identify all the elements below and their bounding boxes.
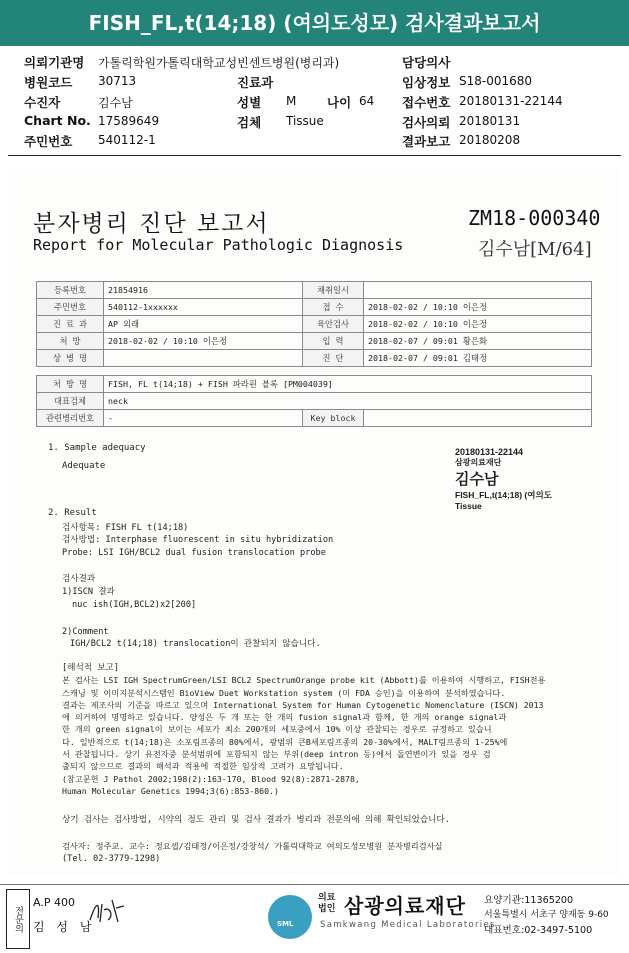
stamp-test: FISH_FL,t(14;18) (여의도: [455, 490, 552, 500]
interp-line: (참고문헌 J Pathol 2002;198(2):163-170, Blood 92(8):2871-2878,: [62, 773, 360, 784]
table-cell: AP 외래: [104, 316, 303, 333]
request-value: 20180131: [459, 114, 521, 128]
result-line: 검사항목: FISH FL t(14;18): [62, 523, 189, 533]
interp-line: 결과는 제조사의 기준을 따르고 있으며 International System for Human Cytogenetic Nomenclature (ISCN) 2013: [62, 699, 544, 710]
table-row: [37, 316, 592, 333]
table-row: [37, 299, 592, 316]
org-phone: 대표번호:02-3497-5100: [484, 925, 593, 936]
doc-patient: 김수남[M/64]: [478, 239, 592, 260]
table-cell: [364, 282, 592, 299]
doc-title-english: Report for Molecular Pathologic Diagnosis: [33, 236, 404, 254]
institution-code: 요양기관:11365200: [484, 895, 574, 906]
table-row: [37, 333, 592, 350]
table-key: 처 방 명: [37, 376, 104, 393]
clinical-info-label: 임상정보: [402, 75, 451, 90]
interp-line: 한 개의 green signal이 보이는 세포가 최소 200개의 세포중에서 10% 이상 관찰되는 경우로 규정하고 있습니: [62, 724, 492, 735]
sample-heading: 1. Sample adequacy: [48, 443, 146, 453]
dept-label: 진료과: [237, 75, 274, 90]
findings-heading: 검사결과: [62, 574, 96, 584]
table-cell: FISH, FL t(14;18) + FISH 파라핀 블록 [PM004039]: [104, 376, 592, 393]
footer-divider: [0, 884, 629, 885]
sample-value: Adequate: [62, 461, 106, 471]
result-details: [62, 522, 333, 559]
report-date-value: 20180208: [459, 133, 521, 147]
table-cell: [364, 410, 592, 427]
closing-statement: 상기 검사는 검사방법, 시약의 정도 관리 및 검사 결과가 병리과 전문의에 의해 확인되었습니다.: [62, 815, 450, 825]
table-cell: 2018-02-07 / 09:01 김태정: [364, 350, 592, 367]
collector-value: 김수남: [98, 96, 133, 110]
table-cell: 2018-02-07 / 09:01 황은화: [364, 333, 592, 350]
table-cell: 2018-02-02 / 10:10 이은정: [364, 299, 592, 316]
receipt-label: 접수번호: [402, 95, 451, 110]
interp-line: 본 검사는 LSI IGH SpectrumGreen/LSI BCL2 SpectrumOrange probe kit (Abbott)를 이용하여 시행하고, FISH전용: [62, 675, 546, 686]
signature-icon: [88, 896, 128, 926]
hospital-code-value: 30713: [98, 74, 137, 88]
sex-label: 성별: [237, 95, 262, 110]
specimen-label: 검체: [237, 115, 262, 130]
org-address: 서울특별시 서초구 양재동 9-60: [484, 910, 609, 920]
logo-text: SML: [277, 920, 294, 928]
rrn-value: 540112-1: [98, 133, 156, 147]
interp-heading: [해석적 보고]: [62, 663, 120, 673]
chart-label: Chart No.: [24, 113, 91, 128]
report-date-label: 결과보고: [402, 134, 451, 149]
table-key: 접 수: [303, 299, 364, 316]
comment-value: IGH/BCL2 t(14;18) translocation이 관찰되지 않습니다.: [70, 639, 321, 649]
table-key: 육안검사: [303, 316, 364, 333]
table-row: [37, 410, 592, 427]
table-key: Key block: [303, 410, 364, 427]
table-cell: neck: [104, 393, 592, 410]
ap-code: A.P 400: [33, 896, 75, 909]
doctor-label: 담당의사: [402, 55, 451, 70]
registration-table: [36, 281, 592, 367]
table-key: 관련병리번호: [37, 410, 104, 427]
specimen-value: Tissue: [286, 114, 324, 128]
interp-line: 서 관찰됩니다. 상기 유전자중 분석범위에 포함되지 않는 부위(deep intron 등)에서 돌연변이가 있을 경우 검: [62, 749, 491, 760]
interp-line: Human Molecular Genetics 1994;3(6):853-860.): [62, 785, 279, 796]
stamp-patient: 김수남: [455, 471, 499, 488]
specialist-name: 김 성 남: [33, 920, 96, 934]
clinical-info-value: S18-001680: [459, 74, 533, 88]
collector-label: 수진자: [24, 95, 61, 110]
table-cell: 540112-1xxxxxx: [104, 299, 303, 316]
table-key: 주민번호: [37, 299, 104, 316]
table-cell: -: [104, 410, 303, 427]
specimen-stamp: [455, 447, 552, 511]
table-row: [37, 350, 592, 367]
table-cell: [104, 350, 303, 367]
doc-number: ZM18-000340: [468, 206, 601, 230]
sml-logo-icon: [268, 895, 312, 939]
receipt-value: 20180131-22144: [459, 94, 563, 108]
hospital-code-label: 병원코드: [24, 75, 73, 90]
age-value: 64: [359, 94, 375, 108]
report-title: FISH_FL,t(14;18) (여의도성모) 검사결과보고서: [0, 0, 629, 46]
table-cell: 2018-02-02 / 10:10 이은정: [364, 316, 592, 333]
org-name: 삼광의료재단: [344, 894, 466, 918]
table-cell: 21854916: [104, 282, 303, 299]
table-key: 처 방: [37, 333, 104, 350]
result-line: 검사방법: Interphase fluorescent in situ hybridization: [62, 535, 334, 546]
table-key: 대표검체: [37, 393, 104, 410]
comment-heading: 2)Comment: [62, 627, 109, 637]
contact-tel: (Tel. 02-3779-1298): [62, 854, 161, 864]
table-key: 진 단: [303, 350, 364, 367]
sex-value: M: [286, 94, 297, 108]
result-line: Probe: LSI IGH/BCL2 dual fusion translocation probe: [62, 547, 326, 558]
iscn-value: nuc ish(IGH,BCL2)x2[200]: [72, 600, 197, 610]
doc-title-korean: 분자병리 진단 보고서: [33, 211, 270, 237]
rrn-label: 주민번호: [24, 134, 73, 149]
interpretation: [62, 662, 614, 797]
stamp-receipt: 20180131-22144: [455, 447, 524, 457]
table-key: 입 력: [303, 333, 364, 350]
table-row: [37, 393, 592, 410]
chart-value: 17589649: [98, 114, 160, 128]
institution-value: 가톨릭학원가톨릭대학교성빈센트병원(병리과): [98, 56, 340, 70]
interp-line: 출되지 않으므로 결과의 해석과 적용에 적절한 임상적 고려가 요망됩니다.: [62, 761, 344, 772]
stamp-specimen: Tissue: [455, 501, 482, 511]
institution-label: 의뢰기관명: [24, 55, 85, 70]
result-heading: 2. Result: [48, 508, 97, 518]
request-label: 검사의뢰: [402, 115, 451, 130]
specialist-label: 전문의: [6, 889, 30, 949]
order-table: [36, 375, 592, 427]
table-key: 진 료 과: [37, 316, 104, 333]
table-key: 등록번호: [37, 282, 104, 299]
table-key: 상 병 명: [37, 350, 104, 367]
interp-line: 다. 일반적으로 t(14;18)은 소포림프종의 80%에서, 광범위 큰B세포림프종의 20-30%에서, MALT림프종의 1-25%에: [62, 736, 508, 747]
interp-line: 스캐닝 및 이미지분석시스템인 BioView Duet Workstation system (미 FDA 승인)을 이용하여 분석하였습니다.: [62, 687, 506, 698]
signers: 검사자: 정주교. 교수: 정요셉/김태정/이은정/강창석/ 가톨릭대학교 여의도성모병원 분자병리검사실: [62, 841, 443, 851]
stamp-org: 삼광의료재단: [455, 458, 502, 467]
table-cell: 2018-02-02 / 10:10 이은정: [104, 333, 303, 350]
header-divider: [8, 155, 621, 156]
table-row: [37, 376, 592, 393]
iscn-heading: 1)ISCN 결과: [62, 587, 115, 597]
age-label: 나이: [327, 95, 352, 110]
org-type: 의료 법인: [318, 893, 336, 914]
table-key: 채취일시: [303, 282, 364, 299]
interp-line: 에 의거하여 명명하고 있습니다. 양성은 두 개 또는 한 개의 fusion signal과 함께, 한 개의 orange signal과: [62, 712, 507, 723]
table-row: [37, 282, 592, 299]
org-name-english: Samkwang Medical Laboratories: [320, 920, 496, 930]
